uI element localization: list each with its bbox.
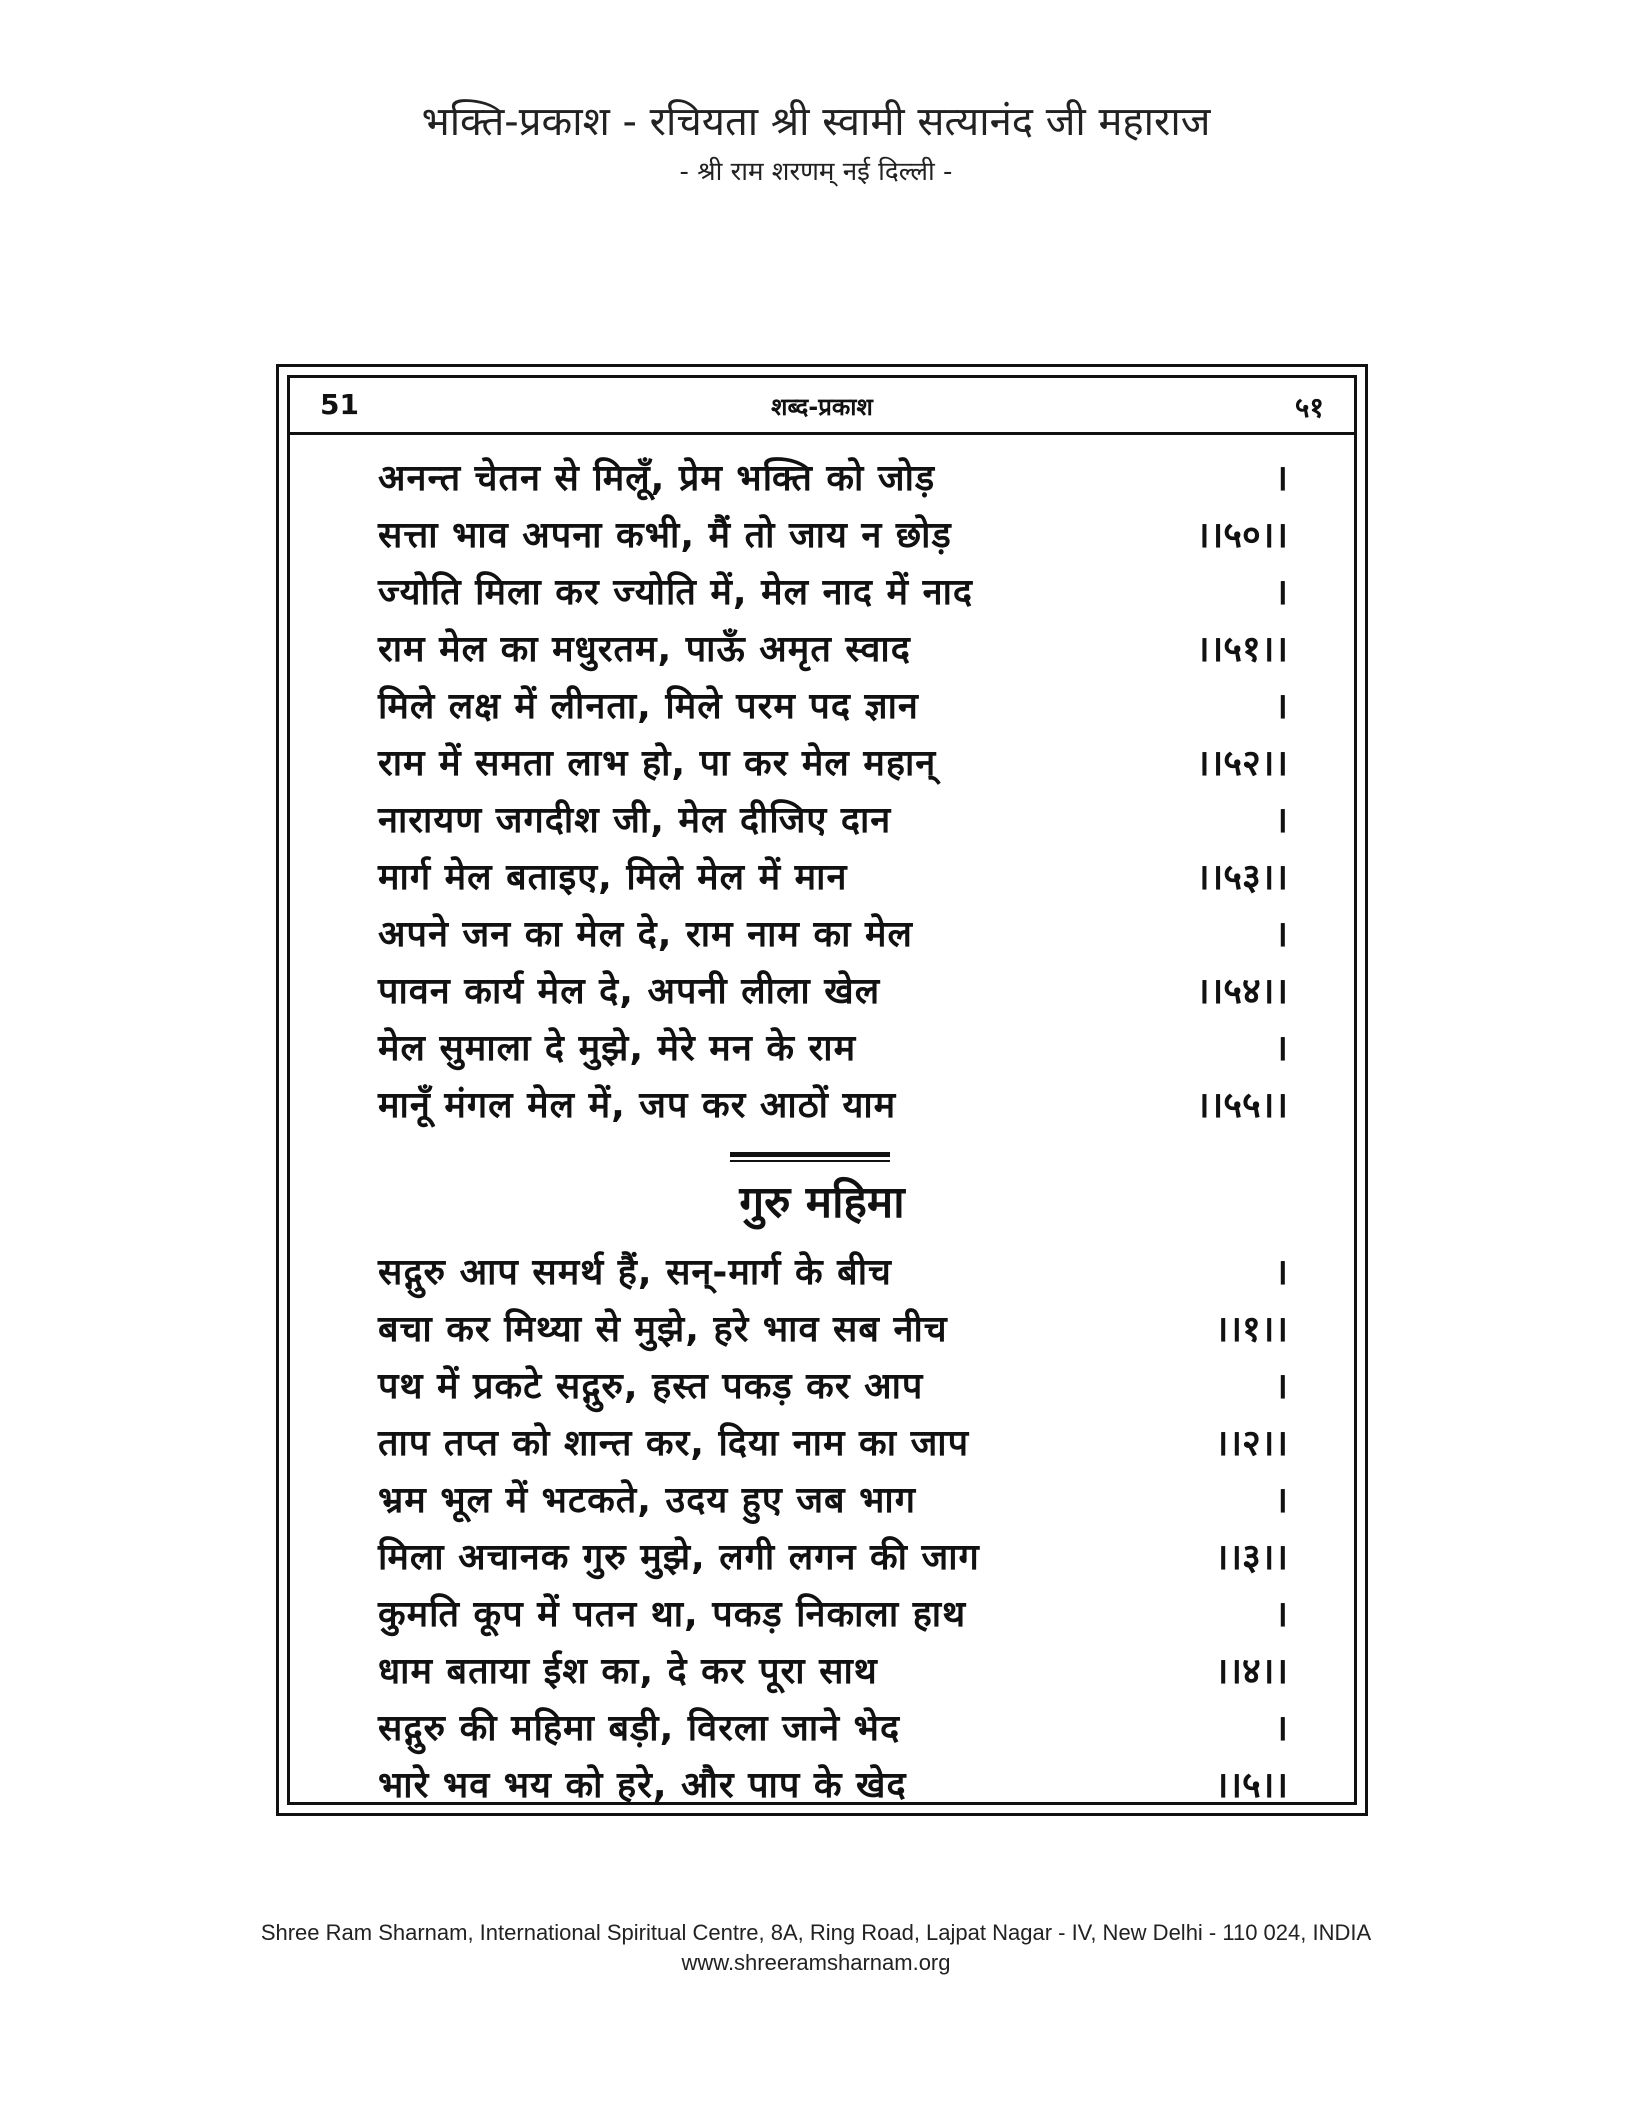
verse-line <box>378 1700 1288 1757</box>
verse-block-shabd-prakash <box>378 450 1288 1134</box>
verse-line <box>378 963 1288 1020</box>
verse-text: पावन कार्य मेल दे, अपनी लीला खेल <box>378 971 881 1012</box>
verse-line <box>378 507 1288 564</box>
verse-mark: ।।३।। <box>1214 1537 1288 1578</box>
verse-text: भारे भव भय को हरे, और पाप के खेद <box>378 1765 907 1806</box>
verse-mark: । <box>1274 1594 1288 1635</box>
section-divider <box>730 1152 890 1162</box>
verse-mark: । <box>1274 686 1288 727</box>
verse-mark: । <box>1274 1252 1288 1293</box>
verse-line <box>378 1415 1288 1472</box>
verse-mark: ।।२।। <box>1214 1423 1288 1464</box>
page-number-left: 51 <box>320 388 359 421</box>
verse-line <box>378 1472 1288 1529</box>
verse-mark: । <box>1274 1028 1288 1069</box>
verse-text: अनन्त चेतन से मिलूँ, प्रेम भक्ति को जोड़ <box>378 458 936 499</box>
footer-website: www.shreeramsharnam.org <box>681 1950 951 1975</box>
verse-text: कुमति कूप में पतन था, पकड़ निकाला हाथ <box>378 1594 967 1635</box>
verse-mark: । <box>1274 914 1288 955</box>
verse-line <box>378 1757 1288 1814</box>
verse-block-guru-mahima <box>378 1244 1288 1814</box>
verse-mark: । <box>1274 572 1288 613</box>
verse-mark: ।।५।। <box>1214 1765 1288 1806</box>
verse-text: धाम बताया ईश का, दे कर पूरा साथ <box>378 1651 878 1692</box>
verse-text: राम में समता लाभ हो, पा कर मेल महान् <box>378 743 937 784</box>
verse-mark: ।।५५।। <box>1195 1085 1288 1126</box>
verse-text: मेल सुमाला दे मुझे, मेरे मन के राम <box>378 1028 857 1069</box>
verse-line <box>378 678 1288 735</box>
verse-text: पथ में प्रकटे सद्गुरु, हस्त पकड़ कर आप <box>378 1366 924 1407</box>
verse-text: अपने जन का मेल दे, राम नाम का मेल <box>378 914 913 955</box>
verse-line <box>378 792 1288 849</box>
page-frame-inner <box>287 375 1357 1805</box>
verse-text: ताप तप्त को शान्त कर, दिया नाम का जाप <box>378 1423 970 1464</box>
verse-line <box>378 1529 1288 1586</box>
verse-text: सद्गुरु की महिमा बड़ी, विरला जाने भेद <box>378 1708 901 1749</box>
verse-mark: ।।१।। <box>1214 1309 1288 1350</box>
verse-line <box>378 1020 1288 1077</box>
verse-text: मानूँ मंगल मेल में, जप कर आठों याम <box>378 1085 897 1126</box>
section-title: गुरु महिमा <box>739 1177 905 1228</box>
verse-text: नारायण जगदीश जी, मेल दीजिए दान <box>378 800 892 841</box>
publisher-line: - श्री राम शरणम् नई दिल्ली - <box>679 157 953 187</box>
verse-line <box>378 564 1288 621</box>
verse-line <box>378 450 1288 507</box>
verse-text: बचा कर मिथ्या से मुझे, हरे भाव सब नीच <box>378 1309 948 1350</box>
verse-text: मिले लक्ष में लीनता, मिले परम पद ज्ञान <box>378 686 919 727</box>
verse-mark: ।।५०।। <box>1195 515 1288 556</box>
verse-text: सद्गुरु आप समर्थ हैं, सन्-मार्ग के बीच <box>378 1252 892 1293</box>
page-header-bar <box>290 378 1354 435</box>
document-header <box>0 96 1632 192</box>
verse-mark: ।।५४।। <box>1195 971 1288 1012</box>
verse-line <box>378 906 1288 963</box>
verse-line <box>378 621 1288 678</box>
verse-text: ज्योति मिला कर ज्योति में, मेल नाद में नाद <box>378 572 974 613</box>
verse-line <box>378 1244 1288 1301</box>
verse-line <box>378 849 1288 906</box>
verse-line <box>378 1301 1288 1358</box>
page-frame <box>276 364 1368 1816</box>
verse-text: मिला अचानक गुरु मुझे, लगी लगन की जाग <box>378 1537 980 1578</box>
verse-text: मार्ग मेल बताइए, मिले मेल में मान <box>378 857 848 898</box>
verse-mark: ।।५३।। <box>1195 857 1288 898</box>
verse-mark: ।।४।। <box>1214 1651 1288 1692</box>
verse-mark: । <box>1274 1366 1288 1407</box>
verse-text: भ्रम भूल में भटकते, उदय हुए जब भाग <box>378 1480 917 1521</box>
verse-line <box>378 1586 1288 1643</box>
verse-text: सत्ता भाव अपना कभी, मैं तो जाय न छोड़ <box>378 515 952 556</box>
document-footer <box>0 1918 1632 1978</box>
footer-address: Shree Ram Sharnam, International Spiritual Centre, 8A, Ring Road, Lajpat Nagar - IV, New Delhi - 110 024, INDIA <box>260 1920 1372 1945</box>
verse-mark: । <box>1274 458 1288 499</box>
book-title: भक्ति-प्रकाश - रचियता श्री स्वामी सत्यानंद जी महाराज <box>421 99 1211 145</box>
verse-line <box>378 735 1288 792</box>
verse-mark: ।।५१।। <box>1195 629 1288 670</box>
page-number-right: ५१ <box>1294 391 1324 424</box>
verse-mark: । <box>1274 800 1288 841</box>
verse-mark: । <box>1274 1480 1288 1521</box>
verse-line <box>378 1643 1288 1700</box>
page-heading: शब्द-प्रकाश <box>771 393 873 421</box>
verse-line <box>378 1077 1288 1134</box>
verse-mark: । <box>1274 1708 1288 1749</box>
verse-text: राम मेल का मधुरतम, पाऊँ अमृत स्वाद <box>378 629 911 670</box>
verse-line <box>378 1358 1288 1415</box>
verse-mark: ।।५२।। <box>1195 743 1288 784</box>
